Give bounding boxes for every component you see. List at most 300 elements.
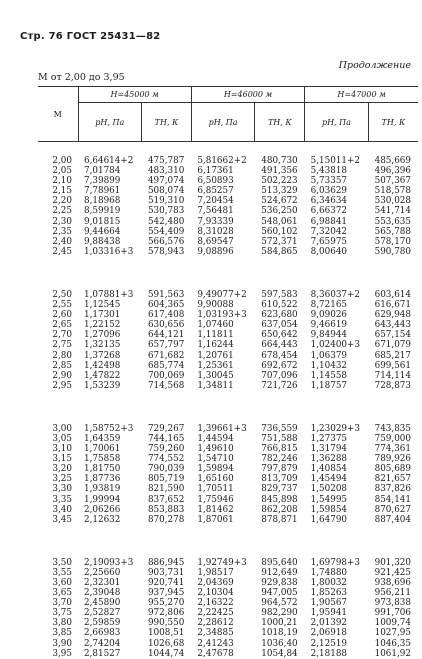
pressure-cell: 8,00640 xyxy=(310,246,348,257)
pressure-cell: 1,10432 xyxy=(310,360,348,371)
pressure-cell: 1,07460 xyxy=(197,320,234,331)
temperature-cell: 699,561 xyxy=(374,360,411,371)
temperature-cell: 759,260 xyxy=(147,444,185,455)
mach-cell: 2,20 xyxy=(52,196,72,207)
pressure-cell: 9,01815 xyxy=(84,216,121,227)
pressure-cell: 1,54995 xyxy=(310,494,348,505)
table-row xyxy=(38,340,418,350)
pressure-cell: 1,17301 xyxy=(84,310,121,321)
pressure-cell: 1,70511 xyxy=(197,484,234,495)
temperature-cell: 789,926 xyxy=(374,454,411,465)
pressure-cell: 6,98841 xyxy=(310,216,348,227)
temperature-cell: 590,780 xyxy=(374,246,411,257)
subheader-pressure: pН, Па xyxy=(191,103,255,142)
temperature-cell: 845,898 xyxy=(261,494,298,505)
temperature-cell: 480,730 xyxy=(261,156,298,166)
pressure-cell: 1,54710 xyxy=(197,454,234,465)
table-row xyxy=(38,649,418,659)
pressure-cell: 9,08896 xyxy=(197,246,234,257)
pressure-cell: 1,49610 xyxy=(197,444,234,455)
temperature-cell: 519,310 xyxy=(147,196,185,207)
table-row xyxy=(38,227,418,237)
temperature-cell: 623,680 xyxy=(261,310,298,321)
temperature-cell: 530,783 xyxy=(147,206,185,217)
temperature-cell: 854,141 xyxy=(374,494,411,505)
block-gap xyxy=(38,142,418,157)
temperature-cell: 565,788 xyxy=(374,226,411,237)
pressure-cell: 2,19093+3 xyxy=(84,557,134,568)
mach-cell: 3,05 xyxy=(52,433,72,444)
temperature-cell: 887,404 xyxy=(374,514,411,525)
table-row xyxy=(38,618,418,628)
table-row xyxy=(38,515,418,525)
mach-cell: 3,75 xyxy=(52,608,72,619)
block-gap xyxy=(38,391,418,424)
table-row xyxy=(38,464,418,474)
table-row xyxy=(38,166,418,176)
mach-cell: 3,70 xyxy=(52,598,72,609)
pressure-cell: 1,12545 xyxy=(84,300,121,311)
temperature-cell: 507,367 xyxy=(374,176,411,187)
mach-cell: 2,95 xyxy=(52,380,72,391)
pressure-cell: 1,30045 xyxy=(197,370,234,381)
temperature-cell: 829,737 xyxy=(261,484,298,495)
temperature-cell: 475,787 xyxy=(147,156,185,166)
group-header-47000: H=47000 м xyxy=(305,87,418,103)
temperature-cell: 643,443 xyxy=(374,320,411,331)
temperature-cell: 797,879 xyxy=(261,464,298,475)
mach-cell: 3,15 xyxy=(52,454,72,465)
pressure-cell: 1,64359 xyxy=(84,433,121,444)
temperature-cell: 491,356 xyxy=(261,166,298,177)
temperature-cell: 678,454 xyxy=(261,350,298,361)
gap-cell xyxy=(38,525,418,558)
temperature-cell: 955,270 xyxy=(147,598,185,609)
table-row xyxy=(38,495,418,505)
temperature-cell: 650,642 xyxy=(261,330,298,341)
temperature-cell: 937,945 xyxy=(147,588,185,599)
temperature-cell: 536,250 xyxy=(261,206,298,217)
table-row xyxy=(38,628,418,638)
pressure-cell: 2,45890 xyxy=(84,598,121,609)
temperature-cell: 759,000 xyxy=(374,433,411,444)
pressure-cell: 1,18757 xyxy=(310,380,348,391)
pressure-cell: 1,02400+3 xyxy=(310,340,361,351)
table-row xyxy=(38,598,418,608)
group-header-46000: H=46000 м xyxy=(191,87,304,103)
table-row xyxy=(38,186,418,196)
pressure-cell: 1,81750 xyxy=(84,464,121,475)
temperature-cell: 591,563 xyxy=(147,289,185,300)
table-row xyxy=(38,588,418,598)
temperature-cell: 714,114 xyxy=(374,370,411,381)
pressure-cell: 2,06918 xyxy=(310,628,348,639)
pressure-cell: 2,32301 xyxy=(84,578,121,588)
mach-cell: 2,25 xyxy=(52,206,72,217)
temperature-cell: 870,278 xyxy=(147,514,185,525)
temperature-cell: 630,656 xyxy=(147,320,185,331)
temperature-cell: 766,815 xyxy=(261,444,298,455)
pressure-cell: 2,10304 xyxy=(197,588,234,599)
temperature-cell: 862,208 xyxy=(261,504,298,515)
pressure-cell: 2,18188 xyxy=(310,648,348,659)
temperature-cell: 1026,68 xyxy=(147,638,185,649)
temperature-cell: 837,826 xyxy=(374,484,411,495)
mach-cell: 2,85 xyxy=(52,360,72,371)
table-row xyxy=(38,474,418,484)
temperature-cell: 578,943 xyxy=(147,246,185,257)
temperature-cell: 774,361 xyxy=(374,444,411,455)
pressure-cell: 1,53239 xyxy=(84,380,121,391)
pressure-cell: 1,03193+3 xyxy=(197,310,247,321)
temperature-cell: 821,590 xyxy=(147,484,185,495)
mach-cell: 2,80 xyxy=(52,350,72,361)
table-row xyxy=(38,206,418,216)
table-row xyxy=(38,156,418,166)
pressure-cell: 1,16244 xyxy=(197,340,234,351)
mach-cell: 2,70 xyxy=(52,330,72,341)
pressure-cell: 1,42498 xyxy=(84,360,121,371)
pressure-cell: 2,25660 xyxy=(84,567,121,578)
temperature-cell: 604,365 xyxy=(147,300,185,311)
mach-cell: 2,45 xyxy=(52,246,72,257)
pressure-cell: 1,27096 xyxy=(84,330,121,341)
pressure-cell: 8,36037+2 xyxy=(310,289,361,300)
pressure-cell: 1,59854 xyxy=(310,504,348,515)
pressure-cell: 1,87061 xyxy=(197,514,234,525)
temperature-cell: 664,443 xyxy=(261,340,298,351)
temperature-cell: 566,576 xyxy=(147,236,185,247)
mach-cell: 2,15 xyxy=(52,186,72,197)
table-row xyxy=(38,237,418,247)
temperature-cell: 685,217 xyxy=(374,350,411,361)
pressure-cell: 7,20454 xyxy=(197,196,234,207)
table-row xyxy=(38,320,418,330)
temperature-cell: 485,669 xyxy=(374,156,411,166)
temperature-cell: 973,838 xyxy=(374,598,411,609)
page-header: Стр. 76 ГОСТ 25431—82 xyxy=(20,31,161,42)
temperature-cell: 1008,51 xyxy=(147,628,185,639)
pressure-cell: 6,64614+2 xyxy=(84,156,134,166)
pressure-cell: 5,81662+2 xyxy=(197,156,247,166)
pressure-cell: 1,36288 xyxy=(310,454,348,465)
pressure-cell: 1,45494 xyxy=(310,474,348,485)
temperature-cell: 728,873 xyxy=(374,380,411,391)
temperature-cell: 972,806 xyxy=(147,608,185,619)
pressure-cell: 8,59919 xyxy=(84,206,121,217)
table-row xyxy=(38,608,418,618)
pressure-cell: 1,25361 xyxy=(197,360,234,371)
table-row xyxy=(38,454,418,464)
pressure-cell: 7,93339 xyxy=(197,216,234,227)
range-label: M от 2,00 до 3,95 xyxy=(38,72,125,83)
temperature-cell: 560,102 xyxy=(261,226,298,237)
mach-cell: 3,50 xyxy=(52,557,72,568)
mach-cell: 3,30 xyxy=(52,484,72,495)
temperature-cell: 518,578 xyxy=(374,186,411,197)
temperature-cell: 736,559 xyxy=(261,423,298,434)
column-header-m: M xyxy=(38,87,78,142)
pressure-cell: 2,34885 xyxy=(197,628,234,639)
mach-cell: 3,90 xyxy=(52,638,72,649)
pressure-cell: 1,22152 xyxy=(84,320,121,331)
table-row xyxy=(38,217,418,227)
pressure-cell: 2,01392 xyxy=(310,618,348,629)
table-row xyxy=(38,568,418,578)
pressure-cell: 2,16322 xyxy=(197,598,234,609)
table-row xyxy=(38,381,418,391)
continuation-label: Продолжение xyxy=(338,60,411,71)
pressure-cell: 6,17361 xyxy=(197,166,234,177)
temperature-cell: 743,835 xyxy=(374,423,411,434)
pressure-cell: 7,78961 xyxy=(84,186,121,197)
mach-cell: 2,05 xyxy=(52,166,72,177)
mach-cell: 2,55 xyxy=(52,300,72,311)
pressure-cell: 1,31794 xyxy=(310,444,348,455)
temperature-cell: 886,945 xyxy=(147,557,185,568)
pressure-cell: 5,43818 xyxy=(310,166,348,177)
temperature-cell: 1018,19 xyxy=(261,628,298,639)
temperature-cell: 1044,74 xyxy=(147,648,185,659)
pressure-cell: 9,49077+2 xyxy=(197,289,247,300)
table-row xyxy=(38,351,418,361)
temperature-cell: 657,154 xyxy=(374,330,411,341)
table-row xyxy=(38,371,418,381)
subheader-temperature: TН, К xyxy=(142,103,192,142)
temperature-cell: 774,552 xyxy=(147,454,185,465)
mach-cell: 3,10 xyxy=(52,444,72,455)
table-row xyxy=(38,290,418,300)
pressure-cell: 6,66372 xyxy=(310,206,348,217)
pressure-cell: 2,12632 xyxy=(84,514,121,525)
pressure-cell: 7,65975 xyxy=(310,236,348,247)
table-row xyxy=(38,247,418,257)
temperature-cell: 1046,35 xyxy=(374,638,411,649)
temperature-cell: 956,211 xyxy=(374,588,411,599)
temperature-cell: 637,054 xyxy=(261,320,298,331)
pressure-cell: 1,99994 xyxy=(84,494,121,505)
gap-cell xyxy=(38,142,418,157)
temperature-cell: 572,371 xyxy=(261,236,298,247)
subheader-pressure: pН, Па xyxy=(305,103,369,142)
temperature-cell: 629,948 xyxy=(374,310,411,321)
pressure-cell: 1,32135 xyxy=(84,340,121,351)
block-gap xyxy=(38,257,418,290)
mach-cell: 3,60 xyxy=(52,578,72,588)
temperature-cell: 982,290 xyxy=(261,608,298,619)
temperature-cell: 553,635 xyxy=(374,216,411,227)
pressure-cell: 2,52827 xyxy=(84,608,121,619)
temperature-cell: 964,572 xyxy=(261,598,298,609)
pressure-cell: 1,75858 xyxy=(84,454,121,465)
temperature-cell: 991,706 xyxy=(374,608,411,619)
pressure-cell: 1,85263 xyxy=(310,588,348,599)
pressure-cell: 1,64790 xyxy=(310,514,348,525)
temperature-cell: 542,480 xyxy=(147,216,185,227)
pressure-cell: 1,40854 xyxy=(310,464,348,475)
pressure-cell: 9,46619 xyxy=(310,320,348,331)
temperature-cell: 1036,40 xyxy=(261,638,298,649)
pressure-cell: 9,88438 xyxy=(84,236,121,247)
mach-cell: 3,65 xyxy=(52,588,72,599)
table-row xyxy=(38,578,418,588)
pressure-cell: 1,37268 xyxy=(84,350,121,361)
pressure-cell: 1,75946 xyxy=(197,494,234,505)
temperature-cell: 513,329 xyxy=(261,186,298,197)
pressure-cell: 1,70061 xyxy=(84,444,121,455)
temperature-cell: 1009,74 xyxy=(374,618,411,629)
pressure-cell: 2,66983 xyxy=(84,628,121,639)
pressure-cell: 6,85257 xyxy=(197,186,234,197)
mach-cell: 2,75 xyxy=(52,340,72,351)
pressure-cell: 5,15011+2 xyxy=(310,156,361,166)
temperature-cell: 947,005 xyxy=(261,588,298,599)
temperature-cell: 530,028 xyxy=(374,196,411,207)
temperature-cell: 821,657 xyxy=(374,474,411,485)
pressure-cell: 1,98517 xyxy=(197,567,234,578)
temperature-cell: 853,883 xyxy=(147,504,185,515)
temperature-cell: 805,719 xyxy=(147,474,185,485)
pressure-cell: 1,14558 xyxy=(310,370,348,381)
group-header-45000: H=45000 м xyxy=(78,87,191,103)
pressure-cell: 1,50208 xyxy=(310,484,348,495)
pressure-cell: 9,09026 xyxy=(310,310,348,321)
temperature-cell: 921,425 xyxy=(374,567,411,578)
temperature-cell: 990,550 xyxy=(147,618,185,629)
pressure-cell: 7,56481 xyxy=(197,206,234,217)
pressure-cell: 2,06266 xyxy=(84,504,121,515)
mach-cell: 2,35 xyxy=(52,226,72,237)
temperature-cell: 644,121 xyxy=(147,330,185,341)
pressure-cell: 1,39661+3 xyxy=(197,423,247,434)
temperature-cell: 548,061 xyxy=(261,216,298,227)
temperature-cell: 692,672 xyxy=(261,360,298,371)
pressure-cell: 1,34811 xyxy=(197,380,234,391)
temperature-cell: 554,409 xyxy=(147,226,185,237)
temperature-cell: 729,267 xyxy=(147,423,185,434)
temperature-cell: 671,079 xyxy=(374,340,411,351)
mach-cell: 3,35 xyxy=(52,494,72,505)
pressure-cell: 1,44594 xyxy=(197,433,234,444)
pressure-cell: 1,20761 xyxy=(197,350,234,361)
table-row xyxy=(38,558,418,568)
temperature-cell: 878,871 xyxy=(261,514,298,525)
temperature-cell: 707,096 xyxy=(261,370,298,381)
temperature-cell: 700,069 xyxy=(147,370,185,381)
mach-cell: 2,65 xyxy=(52,320,72,331)
temperature-cell: 502,223 xyxy=(261,176,298,187)
pressure-cell: 7,01784 xyxy=(84,166,121,177)
temperature-cell: 657,797 xyxy=(147,340,185,351)
table-row xyxy=(38,484,418,494)
temperature-cell: 578,170 xyxy=(374,236,411,247)
pressure-cell: 1,74880 xyxy=(310,567,348,578)
mach-cell: 2,60 xyxy=(52,310,72,321)
temperature-cell: 597,583 xyxy=(261,289,298,300)
gap-cell xyxy=(38,257,418,290)
pressure-cell: 2,47678 xyxy=(197,648,234,659)
subheader-temperature: TН, К xyxy=(255,103,305,142)
pressure-cell: 2,59859 xyxy=(84,618,121,629)
pressure-cell: 7,39899 xyxy=(84,176,121,187)
temperature-cell: 497,074 xyxy=(147,176,185,187)
pressure-cell: 1,11811 xyxy=(197,330,234,341)
mach-cell: 2,40 xyxy=(52,236,72,247)
temperature-cell: 671,682 xyxy=(147,350,185,361)
pressure-cell: 9,44664 xyxy=(84,226,121,237)
pressure-cell: 7,32042 xyxy=(310,226,348,237)
temperature-cell: 837,652 xyxy=(147,494,185,505)
table-row xyxy=(38,505,418,515)
temperature-cell: 929,838 xyxy=(261,578,298,588)
table-row xyxy=(38,330,418,340)
temperature-cell: 603,614 xyxy=(374,289,411,300)
mach-cell: 2,00 xyxy=(52,156,72,166)
table-row xyxy=(38,310,418,320)
table-row xyxy=(38,361,418,371)
temperature-cell: 721,726 xyxy=(261,380,298,391)
pressure-cell: 2,41243 xyxy=(197,638,234,649)
temperature-cell: 541,714 xyxy=(374,206,411,217)
mach-cell: 3,95 xyxy=(52,648,72,659)
temperature-cell: 483,310 xyxy=(147,166,185,177)
temperature-cell: 584,865 xyxy=(261,246,298,257)
temperature-cell: 685,774 xyxy=(147,360,185,371)
temperature-cell: 938,696 xyxy=(374,578,411,588)
pressure-cell: 2,22425 xyxy=(197,608,234,619)
temperature-cell: 782,246 xyxy=(261,454,298,465)
pressure-cell: 1,65160 xyxy=(197,474,234,485)
mach-cell: 3,00 xyxy=(52,423,72,434)
temperature-cell: 790,039 xyxy=(147,464,185,475)
pressure-cell: 1,47822 xyxy=(84,370,121,381)
temperature-cell: 903,731 xyxy=(147,567,185,578)
pressure-cell: 9,84944 xyxy=(310,330,348,341)
mach-cell: 3,55 xyxy=(52,567,72,578)
pressure-cell: 1,92749+3 xyxy=(197,557,247,568)
pressure-cell: 2,28612 xyxy=(197,618,234,629)
temperature-cell: 1061,92 xyxy=(374,648,411,659)
temperature-cell: 496,396 xyxy=(374,166,411,177)
atmosphere-table xyxy=(38,86,418,659)
mach-cell: 3,80 xyxy=(52,618,72,629)
block-gap xyxy=(38,525,418,558)
pressure-cell: 1,95941 xyxy=(310,608,348,619)
table-row xyxy=(38,424,418,434)
table-body xyxy=(38,142,418,659)
pressure-cell: 9,90088 xyxy=(197,300,234,311)
temperature-cell: 617,408 xyxy=(147,310,185,321)
temperature-cell: 610,522 xyxy=(261,300,298,311)
temperature-cell: 895,640 xyxy=(261,557,298,568)
temperature-cell: 524,672 xyxy=(261,196,298,207)
mach-cell: 2,10 xyxy=(52,176,72,187)
pressure-cell: 1,23029+3 xyxy=(310,423,361,434)
pressure-cell: 1,06379 xyxy=(310,350,348,361)
table-row xyxy=(38,196,418,206)
table-row xyxy=(38,434,418,444)
temperature-cell: 920,741 xyxy=(147,578,185,588)
pressure-cell: 1,07881+3 xyxy=(84,289,134,300)
subheader-pressure: pН, Па xyxy=(78,103,142,142)
table-row xyxy=(38,176,418,186)
temperature-cell: 901,320 xyxy=(374,557,411,568)
temperature-cell: 1000,21 xyxy=(261,618,298,629)
pressure-cell: 1,81462 xyxy=(197,504,234,515)
pressure-cell: 8,69547 xyxy=(197,236,234,247)
pressure-cell: 2,12519 xyxy=(310,638,348,649)
pressure-cell: 1,93819 xyxy=(84,484,121,495)
